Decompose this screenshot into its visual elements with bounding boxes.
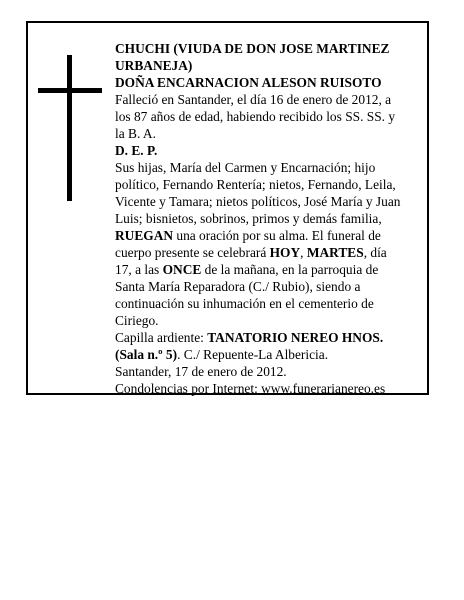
condolences-line: Condolencias por Internet: www.funerarianereo.es bbox=[115, 381, 386, 396]
chapel-label: Capilla ardiente: bbox=[115, 330, 208, 345]
dep-line: D. E. P. bbox=[115, 143, 158, 158]
deceased-name-line1: CHUCHI (VIUDA DE DON JOSE MARTINEZ URBANEJA) bbox=[115, 41, 390, 73]
ruegan-label: RUEGAN bbox=[115, 228, 174, 243]
funeral-text-1: una oración por su alma. El funeral de cuerpo presente se celebrará bbox=[115, 228, 381, 260]
funeral-hour: ONCE bbox=[162, 262, 202, 277]
death-statement: Falleció en Santander, el día 16 de enero de 2012, a los 87 años de edad, habiendo recibido los SS. SS. y la B. A. bbox=[115, 92, 396, 141]
notice-text bbox=[115, 40, 405, 397]
cross-vertical-bar bbox=[67, 55, 72, 201]
family-list: Sus hijas, María del Carmen y Encarnación; hijo político, Fernando Rentería; nietos, Fernando, Leila, Vicente y Tamara; nietos políticos, José María y Juan Luis; bisnietos, sobrinos, primos y demás familia, bbox=[115, 160, 401, 226]
funeral-text-4: de la mañana, en la parroquia de Santa María Reparadora (C./ Rubio), siendo a continuación su inhumación en el cementerio de Ciriego. bbox=[115, 262, 379, 328]
deceased-name-line2: DOÑA ENCARNACION ALESON RUISOTO bbox=[115, 75, 382, 90]
chapel-name: TANATORIO NEREO HNOS. (Sala n.º 5) bbox=[115, 330, 384, 362]
funeral-day: HOY bbox=[269, 245, 301, 260]
date-line: Santander, 17 de enero de 2012. bbox=[115, 364, 287, 379]
cross-horizontal-bar bbox=[38, 88, 102, 93]
funeral-details bbox=[115, 227, 405, 329]
chapel-info bbox=[115, 329, 405, 363]
chapel-address: . C./ Repuente-La Albericia. bbox=[177, 347, 329, 362]
cross-icon bbox=[38, 55, 102, 201]
funeral-text-2: , bbox=[300, 245, 307, 260]
funeral-text-3: , día 17, a las bbox=[115, 245, 387, 277]
funeral-weekday: MARTES bbox=[306, 245, 364, 260]
obituary-notice bbox=[26, 21, 429, 395]
